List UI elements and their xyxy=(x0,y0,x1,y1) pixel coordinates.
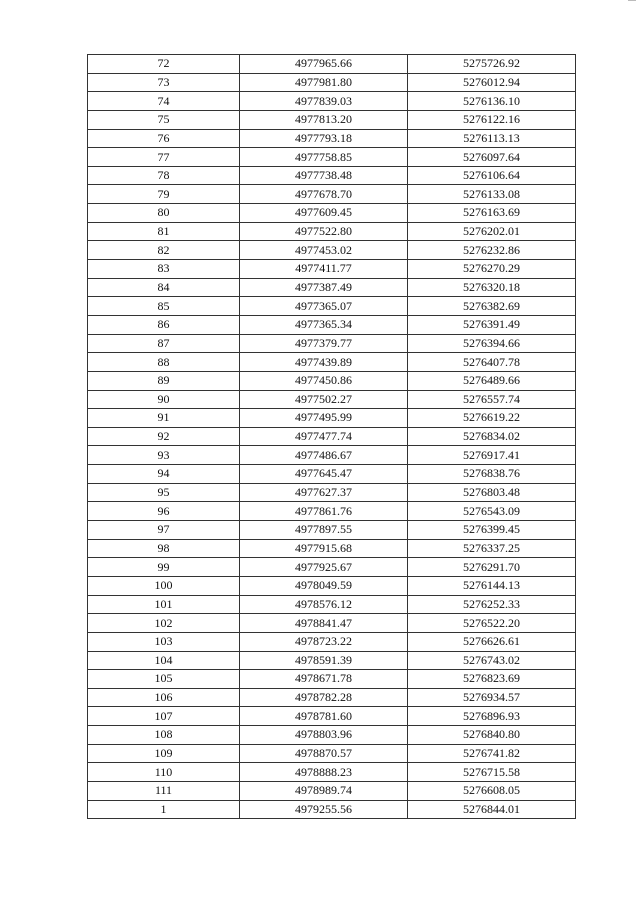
y-coordinate-cell: 5276399.45 xyxy=(408,521,576,540)
x-coordinate-cell: 4977839.03 xyxy=(240,92,408,111)
y-coordinate-cell: 5276270.29 xyxy=(408,260,576,279)
point-number-cell: 104 xyxy=(88,651,240,670)
x-coordinate-cell: 4978989.74 xyxy=(240,781,408,800)
table-row xyxy=(88,576,576,595)
x-coordinate-cell: 4977365.07 xyxy=(240,297,408,316)
point-number-cell: 110 xyxy=(88,763,240,782)
y-coordinate-cell: 5276917.41 xyxy=(408,446,576,465)
point-number-cell: 100 xyxy=(88,576,240,595)
y-coordinate-cell: 5276122.16 xyxy=(408,110,576,129)
table-row xyxy=(88,222,576,241)
x-coordinate-cell: 4977453.02 xyxy=(240,241,408,260)
x-coordinate-cell: 4977627.37 xyxy=(240,483,408,502)
point-number-cell: 80 xyxy=(88,204,240,223)
y-coordinate-cell: 5276934.57 xyxy=(408,688,576,707)
y-coordinate-cell: 5276834.02 xyxy=(408,427,576,446)
y-coordinate-cell: 5276489.66 xyxy=(408,371,576,390)
y-coordinate-cell: 5276823.69 xyxy=(408,670,576,689)
x-coordinate-cell: 4977793.18 xyxy=(240,129,408,148)
x-coordinate-cell: 4978782.28 xyxy=(240,688,408,707)
table-row xyxy=(88,409,576,428)
y-coordinate-cell: 5276840.80 xyxy=(408,726,576,745)
x-coordinate-cell: 4977439.89 xyxy=(240,353,408,372)
table-row xyxy=(88,595,576,614)
table-row xyxy=(88,763,576,782)
point-number-cell: 96 xyxy=(88,502,240,521)
point-number-cell: 74 xyxy=(88,92,240,111)
table-row xyxy=(88,726,576,745)
point-number-cell: 99 xyxy=(88,558,240,577)
y-coordinate-cell: 5276144.13 xyxy=(408,576,576,595)
x-coordinate-cell: 4977609.45 xyxy=(240,204,408,223)
point-number-cell: 108 xyxy=(88,726,240,745)
x-coordinate-cell: 4977502.27 xyxy=(240,390,408,409)
point-number-cell: 82 xyxy=(88,241,240,260)
x-coordinate-cell: 4978870.57 xyxy=(240,744,408,763)
x-coordinate-cell: 4977477.74 xyxy=(240,427,408,446)
point-number-cell: 85 xyxy=(88,297,240,316)
point-number-cell: 75 xyxy=(88,110,240,129)
table-row xyxy=(88,297,576,316)
point-number-cell: 92 xyxy=(88,427,240,446)
table-row xyxy=(88,241,576,260)
table-row xyxy=(88,334,576,353)
x-coordinate-cell: 4978576.12 xyxy=(240,595,408,614)
point-number-cell: 101 xyxy=(88,595,240,614)
point-number-cell: 94 xyxy=(88,465,240,484)
y-coordinate-cell: 5276543.09 xyxy=(408,502,576,521)
x-coordinate-cell: 4977365.34 xyxy=(240,315,408,334)
table-row xyxy=(88,390,576,409)
point-number-cell: 81 xyxy=(88,222,240,241)
table-row xyxy=(88,502,576,521)
coordinates-table-body xyxy=(88,55,576,819)
x-coordinate-cell: 4977486.67 xyxy=(240,446,408,465)
table-row xyxy=(88,800,576,819)
point-number-cell: 91 xyxy=(88,409,240,428)
point-number-cell: 83 xyxy=(88,260,240,279)
y-coordinate-cell: 5276407.78 xyxy=(408,353,576,372)
x-coordinate-cell: 4977861.76 xyxy=(240,502,408,521)
y-coordinate-cell: 5276232.86 xyxy=(408,241,576,260)
table-row xyxy=(88,427,576,446)
y-coordinate-cell: 5276382.69 xyxy=(408,297,576,316)
x-coordinate-cell: 4978723.22 xyxy=(240,632,408,651)
y-coordinate-cell: 5276202.01 xyxy=(408,222,576,241)
point-number-cell: 77 xyxy=(88,148,240,167)
y-coordinate-cell: 5276844.01 xyxy=(408,800,576,819)
x-coordinate-cell: 4977897.55 xyxy=(240,521,408,540)
table-row xyxy=(88,166,576,185)
point-number-cell: 76 xyxy=(88,129,240,148)
y-coordinate-cell: 5276715.58 xyxy=(408,763,576,782)
y-coordinate-cell: 5276803.48 xyxy=(408,483,576,502)
x-coordinate-cell: 4977813.20 xyxy=(240,110,408,129)
x-coordinate-cell: 4977522.80 xyxy=(240,222,408,241)
y-coordinate-cell: 5276136.10 xyxy=(408,92,576,111)
point-number-cell: 107 xyxy=(88,707,240,726)
table-row xyxy=(88,781,576,800)
x-coordinate-cell: 4978841.47 xyxy=(240,614,408,633)
point-number-cell: 109 xyxy=(88,744,240,763)
x-coordinate-cell: 4977450.86 xyxy=(240,371,408,390)
table-row xyxy=(88,651,576,670)
point-number-cell: 72 xyxy=(88,55,240,74)
table-row xyxy=(88,707,576,726)
y-coordinate-cell: 5276113.13 xyxy=(408,129,576,148)
x-coordinate-cell: 4977915.68 xyxy=(240,539,408,558)
table-row xyxy=(88,670,576,689)
coordinates-table xyxy=(87,54,576,819)
point-number-cell: 73 xyxy=(88,73,240,92)
point-number-cell: 111 xyxy=(88,781,240,800)
y-coordinate-cell: 5276106.64 xyxy=(408,166,576,185)
scan-mark xyxy=(628,0,636,4)
y-coordinate-cell: 5276252.33 xyxy=(408,595,576,614)
x-coordinate-cell: 4977758.85 xyxy=(240,148,408,167)
y-coordinate-cell: 5276394.66 xyxy=(408,334,576,353)
table-row xyxy=(88,278,576,297)
table-row xyxy=(88,260,576,279)
table-row xyxy=(88,92,576,111)
point-number-cell: 79 xyxy=(88,185,240,204)
y-coordinate-cell: 5276133.08 xyxy=(408,185,576,204)
point-number-cell: 87 xyxy=(88,334,240,353)
x-coordinate-cell: 4978781.60 xyxy=(240,707,408,726)
table-row xyxy=(88,315,576,334)
y-coordinate-cell: 5276522.20 xyxy=(408,614,576,633)
x-coordinate-cell: 4977925.67 xyxy=(240,558,408,577)
point-number-cell: 84 xyxy=(88,278,240,297)
point-number-cell: 97 xyxy=(88,521,240,540)
point-number-cell: 78 xyxy=(88,166,240,185)
table-row xyxy=(88,148,576,167)
y-coordinate-cell: 5276743.02 xyxy=(408,651,576,670)
y-coordinate-cell: 5276291.70 xyxy=(408,558,576,577)
y-coordinate-cell: 5276896.93 xyxy=(408,707,576,726)
y-coordinate-cell: 5276741.82 xyxy=(408,744,576,763)
table-row xyxy=(88,521,576,540)
table-row xyxy=(88,446,576,465)
point-number-cell: 102 xyxy=(88,614,240,633)
x-coordinate-cell: 4977495.99 xyxy=(240,409,408,428)
point-number-cell: 90 xyxy=(88,390,240,409)
table-row xyxy=(88,744,576,763)
y-coordinate-cell: 5276320.18 xyxy=(408,278,576,297)
y-coordinate-cell: 5276097.64 xyxy=(408,148,576,167)
x-coordinate-cell: 4977645.47 xyxy=(240,465,408,484)
point-number-cell: 89 xyxy=(88,371,240,390)
table-row xyxy=(88,129,576,148)
table-row xyxy=(88,353,576,372)
table-row xyxy=(88,55,576,74)
point-number-cell: 106 xyxy=(88,688,240,707)
y-coordinate-cell: 5276557.74 xyxy=(408,390,576,409)
table-row xyxy=(88,688,576,707)
table-row xyxy=(88,73,576,92)
point-number-cell: 95 xyxy=(88,483,240,502)
x-coordinate-cell: 4979255.56 xyxy=(240,800,408,819)
table-row xyxy=(88,558,576,577)
table-row xyxy=(88,185,576,204)
point-number-cell: 103 xyxy=(88,632,240,651)
point-number-cell: 98 xyxy=(88,539,240,558)
point-number-cell: 105 xyxy=(88,670,240,689)
x-coordinate-cell: 4977965.66 xyxy=(240,55,408,74)
x-coordinate-cell: 4978803.96 xyxy=(240,726,408,745)
x-coordinate-cell: 4977738.48 xyxy=(240,166,408,185)
y-coordinate-cell: 5276163.69 xyxy=(408,204,576,223)
y-coordinate-cell: 5276626.61 xyxy=(408,632,576,651)
x-coordinate-cell: 4978671.78 xyxy=(240,670,408,689)
x-coordinate-cell: 4977387.49 xyxy=(240,278,408,297)
table-row xyxy=(88,483,576,502)
y-coordinate-cell: 5276337.25 xyxy=(408,539,576,558)
point-number-cell: 86 xyxy=(88,315,240,334)
table-row xyxy=(88,465,576,484)
point-number-cell: 93 xyxy=(88,446,240,465)
x-coordinate-cell: 4977411.77 xyxy=(240,260,408,279)
x-coordinate-cell: 4977379.77 xyxy=(240,334,408,353)
x-coordinate-cell: 4978591.39 xyxy=(240,651,408,670)
x-coordinate-cell: 4978049.59 xyxy=(240,576,408,595)
y-coordinate-cell: 5276608.05 xyxy=(408,781,576,800)
y-coordinate-cell: 5276838.76 xyxy=(408,465,576,484)
table-row xyxy=(88,539,576,558)
x-coordinate-cell: 4977981.80 xyxy=(240,73,408,92)
y-coordinate-cell: 5276619.22 xyxy=(408,409,576,428)
point-number-cell: 88 xyxy=(88,353,240,372)
y-coordinate-cell: 5276391.49 xyxy=(408,315,576,334)
y-coordinate-cell: 5276012.94 xyxy=(408,73,576,92)
table-row xyxy=(88,110,576,129)
point-number-cell: 1 xyxy=(88,800,240,819)
x-coordinate-cell: 4977678.70 xyxy=(240,185,408,204)
y-coordinate-cell: 5275726.92 xyxy=(408,55,576,74)
table-row xyxy=(88,204,576,223)
table-row xyxy=(88,632,576,651)
x-coordinate-cell: 4978888.23 xyxy=(240,763,408,782)
table-row xyxy=(88,614,576,633)
table-row xyxy=(88,371,576,390)
